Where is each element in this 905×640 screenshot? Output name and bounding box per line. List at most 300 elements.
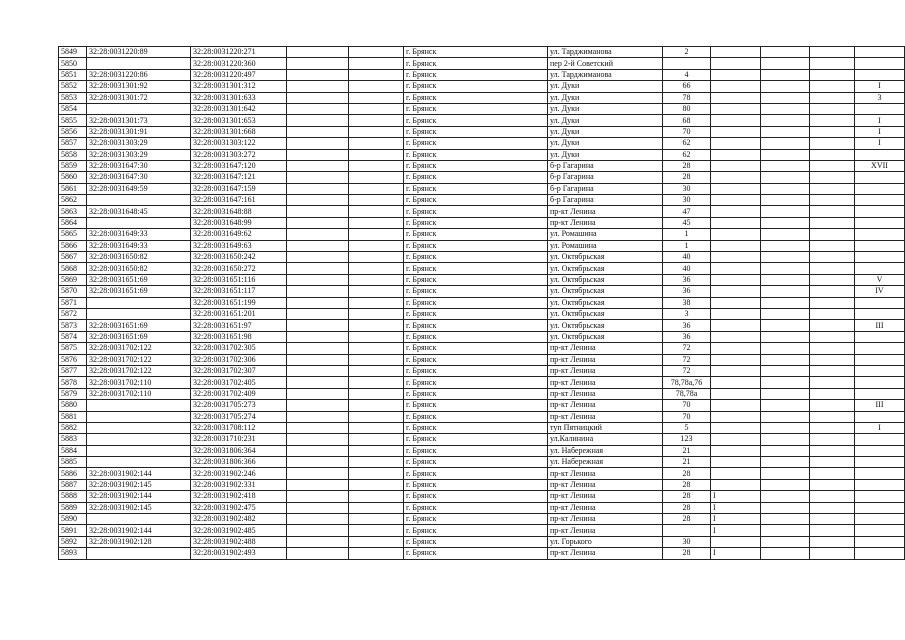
house-number-cell: 72 [663,365,711,376]
table-row [59,206,905,217]
empty-cell [287,388,349,399]
cadastral-number-cell: 32:28:0031902:493 [191,548,287,559]
note-cell [711,331,761,342]
empty-cell [287,445,349,456]
empty-cell [761,229,810,240]
street-cell: пр-кт Ленина [548,525,663,536]
empty-cell [349,320,404,331]
street-cell: ул. Октябрьская [548,320,663,331]
empty-cell [810,297,855,308]
row-number-cell: 5883 [59,434,87,445]
empty-cell [761,502,810,513]
empty-cell [349,149,404,160]
premises-number-cell [855,217,905,228]
city-cell: г. Брянск [404,126,548,137]
row-number-cell: 5886 [59,468,87,479]
empty-cell [287,365,349,376]
empty-cell [349,47,404,58]
street-cell: пр-кт Ленина [548,354,663,365]
house-number-cell: 30 [663,183,711,194]
city-cell: г. Брянск [404,468,548,479]
city-cell: г. Брянск [404,377,548,388]
street-cell: б-р Гагарина [548,172,663,183]
row-number-cell: 5856 [59,126,87,137]
parent-cadastral-number-cell [87,411,191,422]
premises-number-cell [855,536,905,547]
note-cell [711,103,761,114]
empty-cell [349,411,404,422]
city-cell: г. Брянск [404,365,548,376]
house-number-cell: 36 [663,286,711,297]
house-number-cell [663,58,711,69]
cadastral-number-cell: 32:28:0031301:653 [191,115,287,126]
house-number-cell: 21 [663,457,711,468]
table-row [59,252,905,263]
empty-cell [761,47,810,58]
note-cell [711,445,761,456]
note-cell [711,422,761,433]
cadastral-number-cell: 32:28:0031220:497 [191,69,287,80]
note-cell: I [711,491,761,502]
city-cell: г. Брянск [404,47,548,58]
premises-number-cell: III [855,320,905,331]
premises-number-cell: IV [855,286,905,297]
city-cell: г. Брянск [404,263,548,274]
empty-cell [810,81,855,92]
parent-cadastral-number-cell: 32:28:0031647:30 [87,160,191,171]
parent-cadastral-number-cell: 32:28:0031303:29 [87,138,191,149]
row-number-cell: 5853 [59,92,87,103]
cadastral-number-cell: 32:28:0031651:117 [191,286,287,297]
note-cell [711,195,761,206]
empty-cell [349,206,404,217]
city-cell: г. Брянск [404,115,548,126]
empty-cell [810,115,855,126]
parent-cadastral-number-cell: 32:28:0031649:33 [87,229,191,240]
empty-cell [287,548,349,559]
street-cell: ул. Дуки [548,126,663,137]
note-cell [711,47,761,58]
empty-cell [761,92,810,103]
house-number-cell: 40 [663,263,711,274]
note-cell: I [711,502,761,513]
empty-cell [287,308,349,319]
empty-cell [349,126,404,137]
house-number-cell: 78 [663,92,711,103]
empty-cell [761,126,810,137]
city-cell: г. Брянск [404,149,548,160]
cadastral-number-cell: 32:28:0031902:488 [191,536,287,547]
house-number-cell: 28 [663,548,711,559]
cadastral-number-cell: 32:28:0031648:99 [191,217,287,228]
street-cell: ул. Тарджиманова [548,69,663,80]
table-row [59,81,905,92]
parent-cadastral-number-cell [87,103,191,114]
empty-cell [287,536,349,547]
house-number-cell: 21 [663,445,711,456]
street-cell: пер 2-й Советский [548,58,663,69]
parent-cadastral-number-cell [87,308,191,319]
empty-cell [349,388,404,399]
street-cell: туп Пятницкий [548,422,663,433]
empty-cell [761,479,810,490]
empty-cell [287,502,349,513]
table-row [59,297,905,308]
city-cell: г. Брянск [404,434,548,445]
table-row [59,308,905,319]
table-row [59,69,905,80]
street-cell: пр-кт Ленина [548,400,663,411]
empty-cell [761,274,810,285]
city-cell: г. Брянск [404,457,548,468]
cadastral-number-cell: 32:28:0031806:366 [191,457,287,468]
city-cell: г. Брянск [404,286,548,297]
street-cell: пр-кт Ленина [548,206,663,217]
empty-cell [761,297,810,308]
row-number-cell: 5865 [59,229,87,240]
row-number-cell: 5875 [59,343,87,354]
empty-cell [287,411,349,422]
note-cell [711,115,761,126]
empty-cell [287,514,349,525]
parent-cadastral-number-cell: 32:28:0031651:69 [87,331,191,342]
premises-number-cell [855,514,905,525]
city-cell: г. Брянск [404,320,548,331]
empty-cell [810,274,855,285]
empty-cell [810,434,855,445]
premises-number-cell: 3 [855,92,905,103]
row-number-cell: 5882 [59,422,87,433]
table-row [59,502,905,513]
note-cell: I [711,548,761,559]
house-number-cell: 36 [663,274,711,285]
house-number-cell: 62 [663,149,711,160]
city-cell: г. Брянск [404,308,548,319]
empty-cell [761,434,810,445]
table-row [59,103,905,114]
table-row [59,149,905,160]
empty-cell [810,468,855,479]
cadastral-number-cell: 32:28:0031649:62 [191,229,287,240]
house-number-cell: 36 [663,331,711,342]
empty-cell [287,92,349,103]
row-number-cell: 5893 [59,548,87,559]
premises-number-cell [855,343,905,354]
empty-cell [287,103,349,114]
table-row [59,400,905,411]
empty-cell [349,252,404,263]
empty-cell [761,536,810,547]
parent-cadastral-number-cell: 32:28:0031651:69 [87,286,191,297]
empty-cell [287,286,349,297]
cadastral-number-cell: 32:28:0031651:199 [191,297,287,308]
city-cell: г. Брянск [404,160,548,171]
premises-number-cell: I [855,422,905,433]
city-cell: г. Брянск [404,229,548,240]
empty-cell [349,115,404,126]
note-cell [711,286,761,297]
city-cell: г. Брянск [404,138,548,149]
city-cell: г. Брянск [404,445,548,456]
house-number-cell: 2 [663,47,711,58]
empty-cell [761,183,810,194]
empty-cell [349,240,404,251]
parent-cadastral-number-cell: 32:28:0031649:59 [87,183,191,194]
cadastral-number-cell: 32:28:0031650:242 [191,252,287,263]
premises-number-cell [855,548,905,559]
house-number-cell: 38 [663,297,711,308]
premises-number-cell [855,468,905,479]
empty-cell [810,548,855,559]
empty-cell [810,457,855,468]
row-number-cell: 5874 [59,331,87,342]
street-cell: б-р Гагарина [548,160,663,171]
row-number-cell: 5870 [59,286,87,297]
street-cell: пр-кт Ленина [548,468,663,479]
street-cell: пр-кт Ленина [548,479,663,490]
cadastral-number-cell: 32:28:0031702:306 [191,354,287,365]
property-register-table [58,46,905,560]
empty-cell [810,240,855,251]
row-number-cell: 5862 [59,195,87,206]
house-number-cell: 70 [663,411,711,422]
empty-cell [810,183,855,194]
house-number-cell: 62 [663,138,711,149]
cadastral-number-cell: 32:28:0031650:272 [191,263,287,274]
empty-cell [349,548,404,559]
street-cell: пр-кт Ленина [548,411,663,422]
empty-cell [287,160,349,171]
cadastral-number-cell: 32:28:0031902:418 [191,491,287,502]
street-cell: ул. Октябрьская [548,263,663,274]
cadastral-number-cell: 32:28:0031647:159 [191,183,287,194]
empty-cell [810,377,855,388]
street-cell: ул. Октябрьская [548,274,663,285]
premises-number-cell: I [855,81,905,92]
cadastral-number-cell: 32:28:0031902:485 [191,525,287,536]
empty-cell [349,217,404,228]
table-row [59,434,905,445]
note-cell [711,377,761,388]
note-cell [711,354,761,365]
city-cell: г. Брянск [404,195,548,206]
premises-number-cell [855,308,905,319]
house-number-cell: 1 [663,240,711,251]
cadastral-number-cell: 32:28:0031902:246 [191,468,287,479]
street-cell: б-р Гагарина [548,183,663,194]
cadastral-number-cell: 32:28:0031705:273 [191,400,287,411]
cadastral-number-cell: 32:28:0031303:272 [191,149,287,160]
street-cell: ул. Дуки [548,81,663,92]
empty-cell [287,468,349,479]
street-cell: пр-кт Ленина [548,502,663,513]
note-cell [711,172,761,183]
cadastral-number-cell: 32:28:0031702:307 [191,365,287,376]
parent-cadastral-number-cell: 32:28:0031702:122 [87,354,191,365]
street-cell: ул. Набережная [548,445,663,456]
table-row [59,445,905,456]
row-number-cell: 5858 [59,149,87,160]
street-cell: ул. Дуки [548,92,663,103]
empty-cell [349,377,404,388]
house-number-cell [663,525,711,536]
empty-cell [810,411,855,422]
empty-cell [287,252,349,263]
empty-cell [349,502,404,513]
parent-cadastral-number-cell [87,514,191,525]
empty-cell [349,297,404,308]
note-cell [711,81,761,92]
empty-cell [761,400,810,411]
empty-cell [287,195,349,206]
empty-cell [287,354,349,365]
house-number-cell: 123 [663,434,711,445]
premises-number-cell [855,69,905,80]
row-number-cell: 5888 [59,491,87,502]
note-cell [711,92,761,103]
note-cell [711,400,761,411]
empty-cell [287,343,349,354]
parent-cadastral-number-cell: 32:28:0031902:145 [87,502,191,513]
street-cell: ул. Дуки [548,149,663,160]
parent-cadastral-number-cell: 32:28:0031648:45 [87,206,191,217]
parent-cadastral-number-cell: 32:28:0031301:72 [87,92,191,103]
note-cell [711,160,761,171]
cadastral-number-cell: 32:28:0031301:312 [191,81,287,92]
empty-cell [761,58,810,69]
cadastral-number-cell: 32:28:0031647:120 [191,160,287,171]
empty-cell [761,468,810,479]
street-cell: ул. Октябрьская [548,252,663,263]
parent-cadastral-number-cell [87,58,191,69]
cadastral-number-cell: 32:28:0031648:88 [191,206,287,217]
street-cell: ул. Дуки [548,115,663,126]
empty-cell [349,343,404,354]
city-cell: г. Брянск [404,525,548,536]
note-cell [711,58,761,69]
row-number-cell: 5867 [59,252,87,263]
street-cell: пр-кт Ленина [548,388,663,399]
empty-cell [349,183,404,194]
row-number-cell: 5871 [59,297,87,308]
register-rows [59,47,905,560]
house-number-cell: 45 [663,217,711,228]
cadastral-number-cell: 32:28:0031702:405 [191,377,287,388]
empty-cell [810,354,855,365]
table-row [59,229,905,240]
empty-cell [349,172,404,183]
cadastral-number-cell: 32:28:0031301:668 [191,126,287,137]
row-number-cell: 5872 [59,308,87,319]
empty-cell [349,286,404,297]
parent-cadastral-number-cell: 32:28:0031651:69 [87,274,191,285]
cadastral-number-cell: 32:28:0031708:112 [191,422,287,433]
cadastral-number-cell: 32:28:0031902:331 [191,479,287,490]
table-row [59,479,905,490]
note-cell [711,69,761,80]
street-cell: ул.Калинина [548,434,663,445]
parent-cadastral-number-cell [87,297,191,308]
cadastral-number-cell: 32:28:0031647:121 [191,172,287,183]
empty-cell [287,525,349,536]
parent-cadastral-number-cell [87,195,191,206]
street-cell: пр-кт Ленина [548,491,663,502]
row-number-cell: 5864 [59,217,87,228]
row-number-cell: 5885 [59,457,87,468]
street-cell: пр-кт Ленина [548,548,663,559]
table-row [59,183,905,194]
house-number-cell: 28 [663,491,711,502]
parent-cadastral-number-cell: 32:28:0031220:86 [87,69,191,80]
empty-cell [761,491,810,502]
note-cell [711,206,761,217]
empty-cell [349,92,404,103]
empty-cell [287,58,349,69]
premises-number-cell [855,172,905,183]
empty-cell [810,149,855,160]
cadastral-number-cell: 32:28:0031301:633 [191,92,287,103]
empty-cell [810,263,855,274]
empty-cell [761,217,810,228]
cadastral-number-cell: 32:28:0031902:475 [191,502,287,513]
house-number-cell: 40 [663,252,711,263]
premises-number-cell [855,58,905,69]
table-row [59,138,905,149]
cadastral-number-cell: 32:28:0031702:305 [191,343,287,354]
table-row [59,286,905,297]
empty-cell [287,434,349,445]
note-cell [711,479,761,490]
empty-cell [761,422,810,433]
empty-cell [349,457,404,468]
premises-number-cell [855,377,905,388]
table-row [59,263,905,274]
house-number-cell: 30 [663,536,711,547]
house-number-cell: 70 [663,400,711,411]
empty-cell [810,445,855,456]
table-row [59,354,905,365]
row-number-cell: 5868 [59,263,87,274]
street-cell: пр-кт Ленина [548,217,663,228]
empty-cell [810,525,855,536]
parent-cadastral-number-cell: 32:28:0031220:89 [87,47,191,58]
house-number-cell: 28 [663,172,711,183]
row-number-cell: 5889 [59,502,87,513]
empty-cell [810,195,855,206]
street-cell: ул. Октябрьская [548,297,663,308]
house-number-cell: 28 [663,468,711,479]
street-cell: ул. Октябрьская [548,308,663,319]
empty-cell [287,138,349,149]
table-row [59,514,905,525]
city-cell: г. Брянск [404,58,548,69]
empty-cell [810,331,855,342]
empty-cell [761,320,810,331]
row-number-cell: 5855 [59,115,87,126]
premises-number-cell [855,103,905,114]
premises-number-cell [855,229,905,240]
cadastral-number-cell: 32:28:0031806:364 [191,445,287,456]
premises-number-cell [855,263,905,274]
empty-cell [287,422,349,433]
empty-cell [349,354,404,365]
cadastral-number-cell: 32:28:0031220:271 [191,47,287,58]
empty-cell [761,514,810,525]
note-cell [711,138,761,149]
empty-cell [287,263,349,274]
street-cell: пр-кт Ленина [548,343,663,354]
empty-cell [349,468,404,479]
